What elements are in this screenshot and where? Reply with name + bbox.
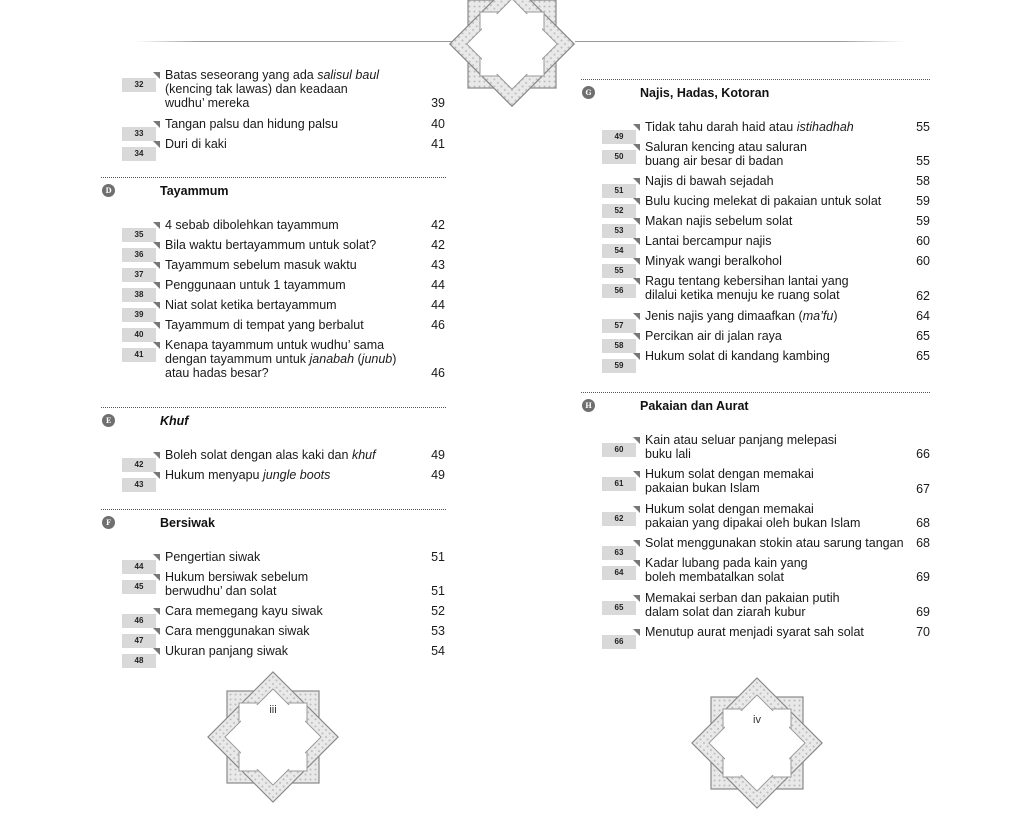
section-heading: Pakaian dan Aurat <box>640 399 749 413</box>
entry-page-number: 65 <box>916 348 930 363</box>
corner-tick-icon <box>153 302 160 309</box>
entry-number-badge: 35 <box>122 228 156 242</box>
header-star-ornament <box>446 0 578 110</box>
entry-number-badge: 55 <box>602 264 636 278</box>
entry-number-badge: 63 <box>602 546 636 560</box>
header-rule-left <box>135 41 465 42</box>
entry-page-number: 46 <box>431 318 445 332</box>
entry-number-badge: 48 <box>122 654 156 668</box>
entry-number-badge: 36 <box>122 248 156 262</box>
corner-tick-icon <box>633 218 640 225</box>
corner-tick-icon <box>153 222 160 229</box>
corner-tick-icon <box>633 540 640 547</box>
entry-title[interactable]: Bulu kucing melekat di pakaian untuk solat <box>645 194 882 209</box>
entry-title[interactable]: Saluran kencing atau saluran buang air besar di badan <box>645 140 807 168</box>
entry-number-badge: 66 <box>602 635 636 649</box>
corner-tick-icon <box>633 353 640 360</box>
entry-number-badge: 47 <box>122 634 156 648</box>
entry-number-badge: 42 <box>122 458 156 472</box>
section-heading: Khuf <box>160 414 189 428</box>
corner-tick-icon <box>633 198 640 205</box>
entry-number-badge: 38 <box>122 288 156 302</box>
entry-page-number: 41 <box>431 136 445 151</box>
corner-tick-icon <box>633 278 640 285</box>
entry-page-number: 39 <box>431 96 445 111</box>
entry-page-number: 66 <box>916 447 930 462</box>
corner-tick-icon <box>633 629 640 636</box>
entry-title[interactable]: Hukum solat dengan memakai pakaian bukan Islam <box>645 467 814 496</box>
corner-tick-icon <box>633 437 640 444</box>
entry-number-badge: 64 <box>602 566 636 580</box>
corner-tick-icon <box>153 554 160 561</box>
entry-number-badge: 60 <box>602 443 636 457</box>
entry-number-badge: 49 <box>602 130 636 144</box>
footer-star-ornament-right <box>686 672 828 814</box>
entry-page-number: 67 <box>916 481 930 496</box>
section-heading: Bersiwak <box>160 516 215 530</box>
corner-tick-icon <box>633 506 640 513</box>
entry-number-badge: 32 <box>122 78 156 92</box>
corner-tick-icon <box>633 124 640 131</box>
entry-page-number: 49 <box>431 468 445 482</box>
entry-page-number: 55 <box>916 120 930 134</box>
entry-page-number: 59 <box>916 194 930 209</box>
entry-page-number: 68 <box>916 536 930 551</box>
corner-tick-icon <box>153 242 160 249</box>
entry-title[interactable]: Kadar lubang pada kain yang boleh membatalkan solat <box>645 556 808 585</box>
corner-tick-icon <box>153 121 160 128</box>
entry-page-number: 53 <box>431 624 445 639</box>
entry-number-badge: 57 <box>602 319 636 333</box>
corner-tick-icon <box>633 560 640 567</box>
entry-title[interactable]: Ragu tentang kebersihan lantai yang dilalui ketika menuju ke ruang solat <box>645 274 849 303</box>
section-letter-badge: H <box>582 399 595 412</box>
section-letter-badge: F <box>102 516 115 529</box>
entry-number-badge: 33 <box>122 127 156 141</box>
entry-title[interactable]: Kain atau seluar panjang melepasi buku lali <box>645 433 837 461</box>
entry-number-badge: 59 <box>602 359 636 373</box>
entry-title[interactable]: Tayammum di tempat yang berbalut <box>165 318 364 332</box>
entry-number-badge: 52 <box>602 204 636 218</box>
entry-page-number: 49 <box>431 448 445 462</box>
corner-tick-icon <box>153 472 160 479</box>
entry-number-badge: 41 <box>122 348 156 362</box>
header-rule-right <box>575 41 905 42</box>
entry-title[interactable]: Menutup aurat menjadi syarat sah solat <box>645 625 864 639</box>
corner-tick-icon <box>633 144 640 151</box>
entry-title[interactable]: Ukuran panjang siwak <box>165 644 288 659</box>
corner-tick-icon <box>633 258 640 265</box>
corner-tick-icon <box>633 178 640 185</box>
entry-page-number: 68 <box>916 516 930 530</box>
entry-title[interactable]: Minyak wangi beralkohol <box>645 254 782 269</box>
corner-tick-icon <box>153 648 160 655</box>
section-divider <box>101 177 446 178</box>
entry-number-badge: 45 <box>122 580 156 594</box>
corner-tick-icon <box>633 595 640 602</box>
corner-tick-icon <box>633 471 640 478</box>
corner-tick-icon <box>153 72 160 79</box>
entry-title[interactable]: Cara menggunakan siwak <box>165 624 310 639</box>
entry-number-badge: 37 <box>122 268 156 282</box>
entry-number-badge: 34 <box>122 147 156 161</box>
corner-tick-icon <box>153 322 160 329</box>
section-heading: Najis, Hadas, Kotoran <box>640 86 770 100</box>
entry-title[interactable]: Memakai serban dan pakaian putih dalam solat dan ziarah kubur <box>645 590 840 619</box>
entry-page-number: 59 <box>916 214 930 229</box>
entry-title[interactable]: Najis di bawah sejadah <box>645 174 774 189</box>
section-divider <box>581 392 930 393</box>
entry-number-badge: 39 <box>122 308 156 322</box>
entry-title[interactable]: Kenapa tayammum untuk wudhu’ sama dengan tayammum untuk janabah (junub) atau hadas besar? <box>165 338 397 380</box>
page-number-right: iv <box>753 714 761 726</box>
entry-page-number: 42 <box>431 218 445 232</box>
entry-title[interactable]: Batas seseorang yang ada salisul baul (kencing tak lawas) dan keadaan wudhu’ mereka <box>165 68 380 110</box>
entry-number-badge: 65 <box>602 601 636 615</box>
entry-page-number: 58 <box>916 174 930 189</box>
corner-tick-icon <box>633 313 640 320</box>
entry-title[interactable]: Hukum bersiwak sebelum berwudhu’ dan solat <box>165 570 309 598</box>
entry-page-number: 51 <box>431 550 445 564</box>
entry-page-number: 60 <box>916 234 930 249</box>
entry-page-number: 52 <box>431 604 445 619</box>
entry-title[interactable]: Pengertian siwak <box>165 550 261 564</box>
entry-title[interactable]: Hukum solat dengan memakai pakaian yang dipakai oleh bukan Islam <box>645 501 861 530</box>
entry-title[interactable]: Hukum menyapu jungle boots <box>165 468 331 482</box>
entry-number-badge: 51 <box>602 184 636 198</box>
entry-number-badge: 46 <box>122 614 156 628</box>
entry-page-number: 54 <box>431 644 445 659</box>
entry-page-number: 55 <box>916 154 930 169</box>
entry-page-number: 65 <box>916 328 930 343</box>
section-divider <box>101 509 446 510</box>
entry-page-number: 69 <box>916 604 930 619</box>
entry-title[interactable]: Bila waktu bertayammum untuk solat? <box>165 238 377 252</box>
entry-page-number: 44 <box>431 298 445 312</box>
entry-number-badge: 40 <box>122 328 156 342</box>
entry-page-number: 51 <box>431 584 445 599</box>
entry-title[interactable]: Niat solat ketika bertayammum <box>165 298 337 312</box>
section-divider <box>581 79 930 80</box>
entry-page-number: 42 <box>431 238 445 252</box>
section-divider <box>101 407 446 408</box>
entry-number-badge: 56 <box>602 284 636 298</box>
entry-page-number: 69 <box>916 570 930 585</box>
entry-title[interactable]: Duri di kaki <box>165 136 227 151</box>
corner-tick-icon <box>153 282 160 289</box>
section-letter-badge: E <box>102 414 115 427</box>
footer-star-ornament-left <box>202 666 344 808</box>
entry-page-number: 46 <box>431 366 445 381</box>
entry-page-number: 44 <box>431 278 445 292</box>
corner-tick-icon <box>153 141 160 148</box>
entry-title[interactable]: Makan najis sebelum solat <box>645 214 793 229</box>
entry-page-number: 40 <box>431 116 445 131</box>
entry-number-badge: 58 <box>602 339 636 353</box>
entry-page-number: 43 <box>431 258 445 272</box>
entry-number-badge: 43 <box>122 478 156 492</box>
entry-title[interactable]: Cara memegang kayu siwak <box>165 604 323 619</box>
corner-tick-icon <box>153 342 160 349</box>
entry-title[interactable]: Tayammum sebelum masuk waktu <box>165 258 357 272</box>
entry-title[interactable]: Tangan palsu dan hidung palsu <box>165 116 339 131</box>
section-letter-badge: G <box>582 86 595 99</box>
entry-number-badge: 54 <box>602 244 636 258</box>
entry-title[interactable]: 4 sebab dibolehkan tayammum <box>165 218 339 232</box>
entry-number-badge: 53 <box>602 224 636 238</box>
section-heading: Tayammum <box>160 184 229 198</box>
page-number-left: iii <box>269 704 277 716</box>
entry-title[interactable]: Boleh solat dengan alas kaki dan khuf <box>165 448 376 462</box>
entry-number-badge: 44 <box>122 560 156 574</box>
entry-number-badge: 50 <box>602 150 636 164</box>
entry-title[interactable]: Hukum solat di kandang kambing <box>645 348 830 363</box>
entry-title[interactable]: Penggunaan untuk 1 tayammum <box>165 278 346 292</box>
entry-title[interactable]: Tidak tahu darah haid atau istihadhah <box>645 120 854 134</box>
entry-number-badge: 61 <box>602 477 636 491</box>
entry-page-number: 64 <box>916 308 930 323</box>
corner-tick-icon <box>633 333 640 340</box>
corner-tick-icon <box>153 574 160 581</box>
entry-page-number: 70 <box>916 625 930 639</box>
section-letter-badge: D <box>102 184 115 197</box>
corner-tick-icon <box>153 452 160 459</box>
entry-number-badge: 62 <box>602 512 636 526</box>
corner-tick-icon <box>153 608 160 615</box>
corner-tick-icon <box>153 262 160 269</box>
entry-page-number: 60 <box>916 254 930 269</box>
corner-tick-icon <box>153 628 160 635</box>
entry-page-number: 62 <box>916 288 930 303</box>
entry-title[interactable]: Lantai bercampur najis <box>645 234 772 249</box>
corner-tick-icon <box>633 238 640 245</box>
entry-title[interactable]: Jenis najis yang dimaafkan (ma’fu) <box>645 308 838 323</box>
entry-title[interactable]: Solat menggunakan stokin atau sarung tangan <box>645 536 904 551</box>
entry-title[interactable]: Percikan air di jalan raya <box>645 328 782 343</box>
